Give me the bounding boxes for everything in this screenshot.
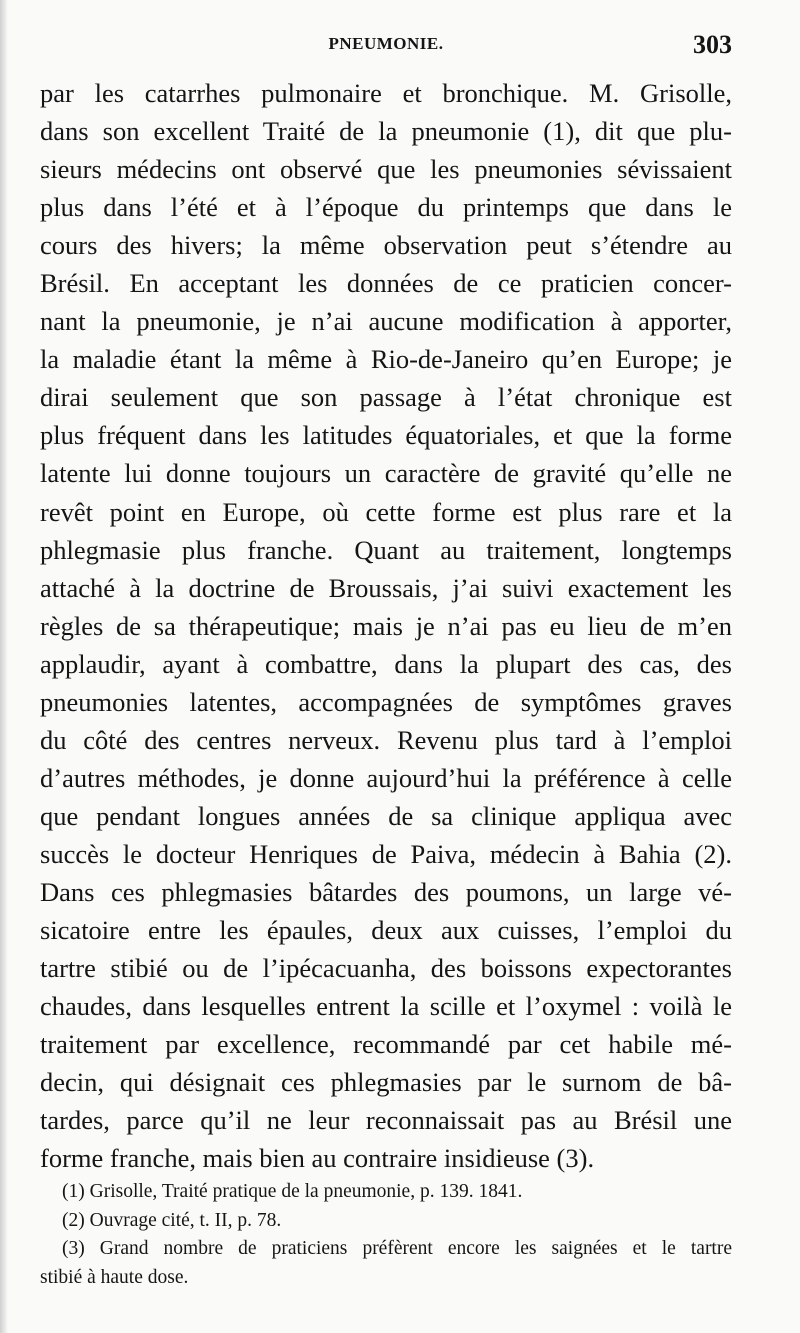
text-line: tardes, parce qu’il ne leur reconnaissait pas au Brésil une — [40, 1105, 732, 1136]
text-line: Brésil. En acceptant les données de ce praticien concer- — [40, 268, 732, 299]
body-text — [40, 74, 732, 1177]
page-number: 303 — [693, 30, 732, 59]
page-edge-shadow — [0, 0, 8, 1333]
footnotes — [40, 1178, 732, 1292]
footnote-3: (3) Grand nombre de praticiens préfèrent encore les saignées et le tartre — [62, 1238, 732, 1259]
text-line: pneumonies latentes, accompagnées de symptômes graves — [40, 686, 732, 717]
text-line: la maladie étant la même à Rio-de-Janeiro qu’en Europe; je — [40, 344, 732, 375]
text-line: phlegmasie plus franche. Quant au traitement, longtemps — [40, 534, 732, 565]
text-line: Dans ces phlegmasies bâtardes des poumons, un large vé- — [40, 876, 732, 907]
text-line: d’autres méthodes, je donne aujourd’hui la préférence à celle — [40, 762, 732, 793]
text-line: plus fréquent dans les latitudes équatoriales, et que la forme — [40, 420, 732, 451]
text-line: sicatoire entre les épaules, deux aux cuisses, l’emploi du — [40, 915, 732, 946]
text-line: du côté des centres nerveux. Revenu plus tard à l’emploi — [40, 724, 732, 755]
footnote-1: (1) Grisolle, Traité pratique de la pneumonie, p. 139. 1841. — [62, 1181, 523, 1202]
text-line: forme franche, mais bien au contraire insidieuse (3). — [40, 1143, 595, 1174]
text-line: nant la pneumonie, je n’ai aucune modification à apporter, — [40, 306, 732, 337]
text-line: tartre stibié ou de l’ipécacuanha, des boissons expectorantes — [40, 953, 732, 984]
text-line: dans son excellent Traité de la pneumonie (1), dit que plu- — [40, 116, 732, 147]
text-line: dirai seulement que son passage à l’état chronique est — [40, 382, 732, 413]
text-line: applaudir, ayant à combattre, dans la plupart des cas, des — [40, 648, 732, 679]
text-line: attaché à la doctrine de Broussais, j’ai suivi exactement les — [40, 572, 732, 603]
footnote-3-continuation: stibié à haute dose. — [40, 1266, 189, 1288]
text-line: sieurs médecins ont observé que les pneumonies sévissaient — [40, 154, 732, 185]
footnote-2: (2) Ouvrage cité, t. II, p. 78. — [62, 1209, 282, 1231]
text-line: plus dans l’été et à l’époque du printemps que dans le — [40, 192, 732, 223]
text-line: succès le docteur Henriques de Paiva, médecin à Bahia (2). — [40, 838, 732, 869]
text-line: traitement par excellence, recommandé par cet habile mé- — [40, 1029, 732, 1060]
text-line: chaudes, dans lesquelles entrent la scille et l’oxymel : voilà le — [40, 991, 732, 1022]
page-header — [40, 30, 732, 68]
running-head: PNEUMONIE. — [328, 34, 444, 53]
text-line: cours des hivers; la même observation peut s’étendre au — [40, 230, 732, 261]
text-line: règles de sa thérapeutique; mais je n’ai pas eu lieu de m’en — [40, 610, 732, 641]
text-line: latente lui donne toujours un caractère de gravité qu’elle ne — [40, 458, 732, 489]
text-line: par les catarrhes pulmonaire et bronchique. M. Grisolle, — [40, 78, 732, 108]
text-line: revêt point en Europe, où cette forme est plus rare et la — [40, 496, 732, 527]
text-line: decin, qui désignait ces phlegmasies par le surnom de bâ- — [40, 1067, 732, 1098]
text-line: que pendant longues années de sa clinique appliqua avec — [40, 800, 732, 831]
